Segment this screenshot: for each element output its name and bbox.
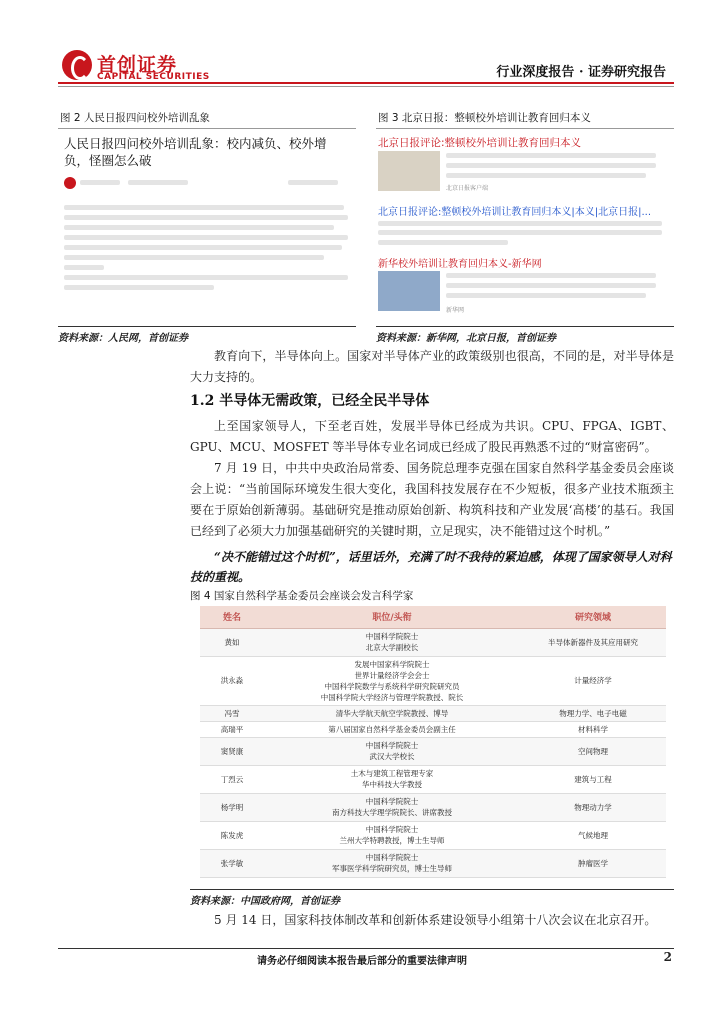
- table-row: [200, 628, 666, 656]
- cell-name: 高瑞平: [200, 721, 264, 737]
- fig2-headline: 人民日报四问校外培训乱象：校内减负、校外增负，怪圈怎么破: [64, 136, 327, 168]
- fig4-source: 资料来源：中国政府网，首创证券: [190, 889, 674, 907]
- paragraph: 上至国家领导人，下至老百姓，发展半导体已经成为共识。CPU、FPGA、IGBT、GPU、MCU、MOSFET 等半导体专业名词成已经成了股民再熟悉不过的“财富密码”。: [190, 419, 674, 454]
- paragraph: 教育向下，半导体向上。国家对半导体产业的政策级别也很高，不同的是，对半导体是大力支持的。: [190, 349, 674, 384]
- cell-field: 空间物理: [520, 737, 666, 765]
- news-item-title[interactable]: 北京日报评论:整顿校外培训让教育回归本义: [378, 137, 582, 149]
- header-divider-thin: [58, 86, 674, 87]
- cell-name: 窦贤康: [200, 737, 264, 765]
- table-row: [200, 821, 666, 849]
- legal-disclaimer: 请务必仔细阅读本报告最后部分的重要法律声明: [257, 956, 467, 967]
- cell-field: 肿瘤医学: [520, 849, 666, 877]
- cell-field: 气候地理: [520, 821, 666, 849]
- table-row: [200, 721, 666, 737]
- news-item-title[interactable]: 北京日报评论:整顿校外培训让教育回归本义|本义|北京日报|...: [378, 207, 652, 218]
- report-type-title: 行业深度报告 · 证券研究报告: [496, 65, 666, 80]
- table-row: [200, 705, 666, 721]
- cell-title: 中国科学院院士 军事医学科学院研究员，博士生导师: [264, 849, 520, 877]
- emphasis-quote: “决不能错过这个时机”，话里话外，充满了时不我待的紧迫感，体现了国家领导人对科技的重视。: [190, 550, 672, 584]
- cell-field: 计量经济学: [520, 656, 666, 705]
- cell-title: 中国科学院院士 兰州大学特聘教授，博士生导师: [264, 821, 520, 849]
- table-row: [200, 737, 666, 765]
- cell-name: 张学敏: [200, 849, 264, 877]
- table-header-row: [200, 606, 666, 628]
- table-row: [200, 793, 666, 821]
- fig2-image: [58, 128, 356, 324]
- cell-field: 物理力学、电子电磁: [520, 705, 666, 721]
- fig2-source: 资料来源：人民网，首创证券: [58, 326, 356, 342]
- brand-name: 首创证券: [97, 54, 178, 76]
- cell-field: 物理动力学: [520, 793, 666, 821]
- brand-logo-icon: [62, 50, 92, 80]
- cell-title: 中国科学院院士 北京大学副校长: [264, 628, 520, 656]
- fig4-caption: 图 4 国家自然科学基金委员会座谈会发言科学家: [190, 590, 414, 602]
- cell-title: 清华大学航天航空学院教授、博导: [264, 705, 520, 721]
- paragraph: 5 月 14 日，国家科技体制改革和创新体系建设领导小组第十八次会议在北京召开。: [214, 913, 657, 927]
- cell-name: 洪永淼: [200, 656, 264, 705]
- cell-name: 杨学明: [200, 793, 264, 821]
- cell-name: 丁烈云: [200, 765, 264, 793]
- fig2-caption: 图 2 人民日报四问校外培训乱象: [60, 112, 210, 124]
- footer-divider: [58, 948, 674, 949]
- header-divider: [58, 82, 674, 84]
- scientists-table: [200, 606, 666, 878]
- avatar: [64, 177, 76, 189]
- fig3-caption: 图 3 北京日报：整顿校外培训让教育回归本义: [378, 112, 591, 124]
- cell-name: 陈发虎: [200, 821, 264, 849]
- table-row: [200, 849, 666, 877]
- col-header-title: 职位/头衔: [264, 606, 520, 628]
- cell-title: 第八届国家自然科学基金委员会副主任: [264, 721, 520, 737]
- news-item-title[interactable]: 新华校外培训让教育回归本义-新华网: [378, 259, 542, 270]
- cell-field: 材料科学: [520, 721, 666, 737]
- col-header-name: 姓名: [200, 606, 264, 628]
- cell-title: 中国科学院院士 南方科技大学理学院院长、讲席教授: [264, 793, 520, 821]
- col-header-field: 研究领域: [520, 606, 666, 628]
- table-row: [200, 656, 666, 705]
- cell-title: 中国科学院院士 武汉大学校长: [264, 737, 520, 765]
- news-item-source: 北京日报客户端: [446, 185, 489, 192]
- cell-title: 发展中国家科学院院士 世界计量经济学会会士 中国科学院数学与系统科学研究院研究员 中国科学院大学经济与管理学院教授、院长: [264, 656, 520, 705]
- fig3-image: [376, 128, 674, 324]
- cell-field: 建筑与工程: [520, 765, 666, 793]
- fig3-source: 资料来源：新华网，北京日报，首创证券: [376, 326, 674, 342]
- cell-name: 黄如: [200, 628, 264, 656]
- cell-field: 半导体新器件及其应用研究: [520, 628, 666, 656]
- brand-name-en: CAPITAL SECURITIES: [97, 72, 210, 82]
- news-item-source: 新华网: [446, 307, 465, 314]
- section-heading: 1.2 半导体无需政策，已经全民半导体: [190, 393, 430, 409]
- table-row: [200, 765, 666, 793]
- news-thumbnail: [378, 151, 440, 191]
- cell-name: 冯雪: [200, 705, 264, 721]
- cell-title: 土木与建筑工程管理专家 华中科技大学教授: [264, 765, 520, 793]
- paragraph: 7 月 19 日，中共中央政治局常委、国务院总理李克强在国家自然科学基金委员会座谈会上说：“当前国际环境发生很大变化，我国科技发展存在不少短板，很多产业技术瓶颈主要在于原始创新薄弱。基础研究是推动原始创新、构筑科技和产业发展‘高楼’的基石。我国已经到了必须大力加强基础研究的关键时期，立足现实，决不能错过这个时机。”: [190, 461, 674, 538]
- news-thumbnail: [378, 271, 440, 311]
- page-number: 2: [663, 950, 672, 964]
